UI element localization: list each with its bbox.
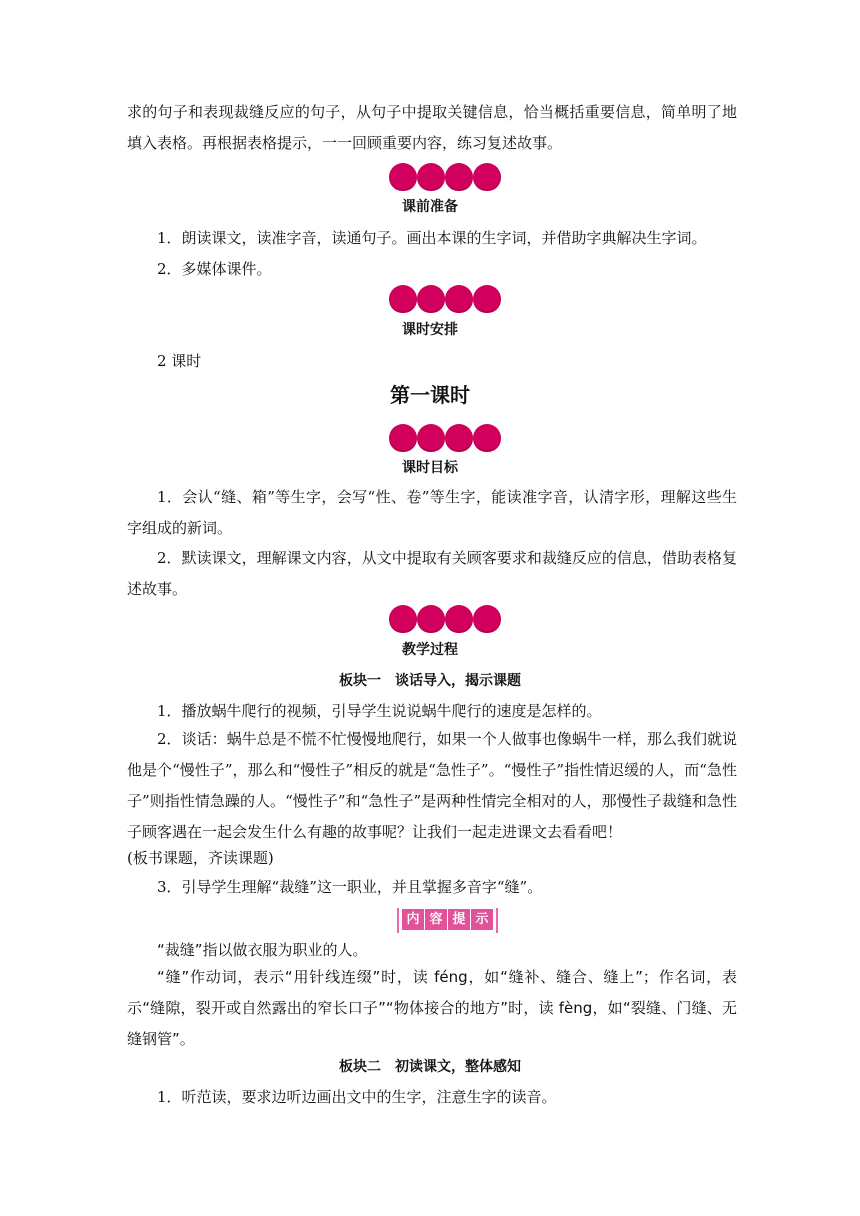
petal-icon: [389, 605, 417, 633]
content-tip-badge: [397, 908, 498, 933]
section-ornament: [389, 163, 501, 193]
petal-icon: [417, 163, 445, 191]
petal-icon: [445, 605, 473, 633]
petal-icon: [473, 424, 501, 452]
process-item: 3．引导学生理解“裁缝”这一职业，并且掌握多音字“缝”。: [157, 878, 543, 896]
section-title-schedule: 课时安排: [402, 322, 458, 338]
tip-char: 提: [448, 909, 470, 930]
section-ornament: [389, 605, 501, 635]
prep-item: 1．朗读课文，读准字音，读通句子。画出本课的生字词，并借助字典解决生字词。: [157, 229, 707, 247]
intro-paragraph: 求的句子和表现裁缝反应的句子，从句子中提取关键信息，恰当概括重要信息，简单明了地填入表格。再根据表格提示，一一回顾重要内容，练习复述故事。: [127, 103, 737, 152]
petal-icon: [445, 163, 473, 191]
section-title-goals: 课时目标: [402, 460, 458, 476]
petal-icon: [445, 424, 473, 452]
tip-line: “裁缝”指以做衣服为职业的人。: [157, 941, 368, 959]
petal-icon: [389, 163, 417, 191]
tip-line: “缝”作动词，表示“用针线连缀”时，读 féng，如“缝补、缝合、缝上”；作名词，表示“缝隙，裂开或自然露出的窄长口子”“物体接合的地方”时，读 fèng，如“裂缝、门缝、无缝钢管”。: [127, 968, 737, 1048]
section-title-process: 教学过程: [402, 642, 458, 658]
petal-icon: [417, 285, 445, 313]
section-ornament: [389, 424, 501, 454]
section-ornament: [389, 285, 501, 315]
block-title: 板块二 初读课文，整体感知: [339, 1059, 521, 1075]
tip-char: 示: [471, 909, 493, 930]
goal-item: 1．会认“缝、箱”等生字，会写“性、卷”等生字，能读准字音，认清字形，理解这些生字组成的新词。: [127, 488, 737, 537]
petal-icon: [389, 424, 417, 452]
petal-icon: [445, 285, 473, 313]
goal-item: 2．默读课文，理解课文内容，从文中提取有关顾客要求和裁缝反应的信息，借助表格复述故事。: [127, 549, 737, 598]
petal-icon: [417, 605, 445, 633]
petal-icon: [473, 605, 501, 633]
block-title: 板块一 谈话导入，揭示课题: [339, 673, 521, 689]
tip-char: 容: [425, 909, 447, 930]
petal-icon: [389, 285, 417, 313]
process-note: (板书课题，齐读课题): [127, 849, 274, 867]
section-title-prep: 课前准备: [402, 199, 458, 215]
process-item: 1．播放蜗牛爬行的视频，引导学生说说蜗牛爬行的速度是怎样的。: [157, 702, 602, 720]
lesson-title: 第一课时: [390, 383, 470, 407]
process-item: 1．听范读，要求边听边画出文中的生字，注意生字的读音。: [157, 1088, 557, 1106]
process-item: 2．谈话：蜗牛总是不慌不忙慢慢地爬行，如果一个人做事也像蜗牛一样，那么我们就说他是个“慢性子”，那么和“慢性子”相反的就是“急性子”。“慢性子”指性情迟缓的人，而“急性子”则指性情急躁的人。“慢性子”和“急性子”是两种性情完全相对的人，那慢性子裁缝和急性子顾客遇在一起会发生什么有趣的故事呢？让我们一起走进课文去看看吧！: [127, 730, 737, 841]
schedule-text: 2 课时: [157, 352, 202, 370]
petal-icon: [473, 163, 501, 191]
tip-char: 内: [402, 909, 424, 930]
petal-icon: [473, 285, 501, 313]
prep-item: 2．多媒体课件。: [157, 260, 272, 278]
petal-icon: [417, 424, 445, 452]
